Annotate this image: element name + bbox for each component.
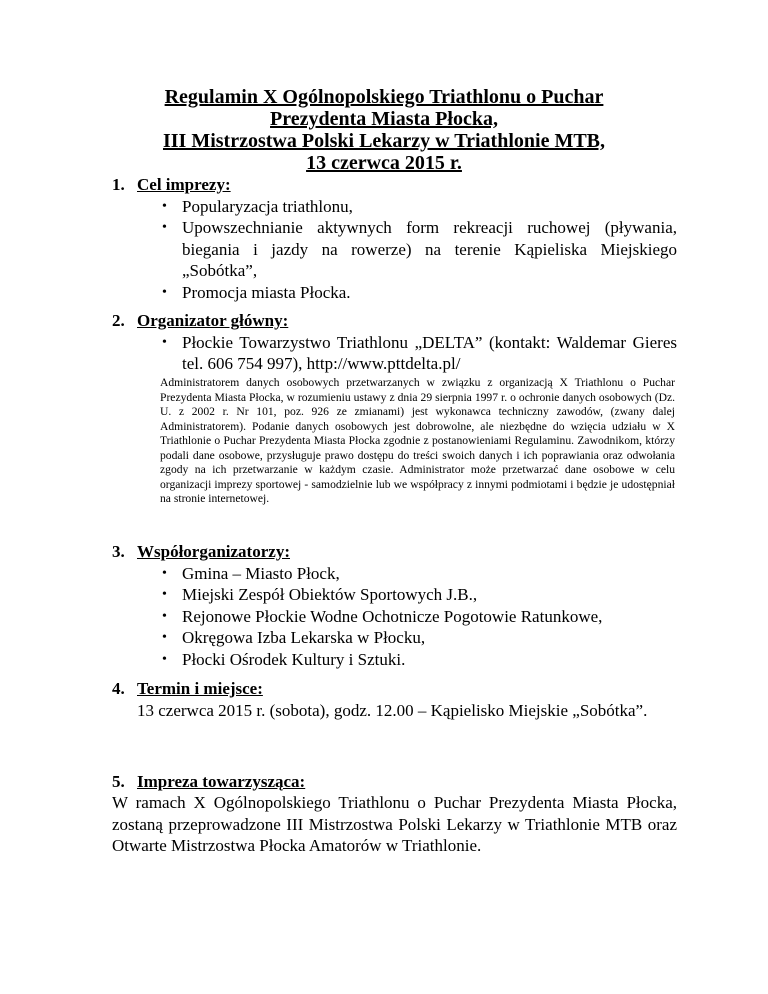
title-line-3: III Mistrzostwa Polski Lekarzy w Triathlonie MTB, (162, 130, 606, 152)
section-number: 4. (112, 679, 125, 698)
list-item: • Płockie Towarzystwo Triathlonu „DELTA” (kontakt: Waldemar Gieres tel. 606 754 997), http://www.pttdelta.pl/ (162, 332, 677, 373)
section-title: Współorganizatorzy: (137, 542, 290, 561)
section-title: Impreza towarzysząca: (137, 772, 306, 791)
section-number: 1. (112, 175, 125, 194)
document-title (100, 86, 668, 174)
section-goal (112, 174, 677, 303)
section-heading (112, 310, 677, 332)
section-title: Organizator główny: (137, 311, 289, 330)
section-number: 2. (112, 311, 125, 330)
section-heading (112, 174, 677, 196)
organizer-website-link[interactable]: http://www.pttdelta.pl/ (306, 354, 461, 373)
organizer-list (157, 332, 677, 375)
list-item: • Gmina – Miasto Płock, (162, 563, 340, 583)
bullet-icon: • (162, 587, 167, 602)
section-title: Termin i miejsce: (137, 679, 263, 698)
list-item: • Upowszechnianie aktywnych form rekreacji ruchowej (pływania, biegania i jazdy na rowerze) na terenie Kąpieliska Miejskiego „Sobótka”, (162, 218, 677, 280)
section-number: 3. (112, 542, 125, 561)
bullet-icon: • (162, 651, 167, 667)
title-line-4: 13 czerwca 2015 r. (306, 152, 462, 174)
coorganizers-list (157, 563, 677, 671)
bullet-icon: • (162, 608, 167, 624)
bullet-icon: • (162, 334, 167, 350)
section-date-place (112, 678, 677, 721)
section-organizer (112, 310, 677, 375)
section-coorganizers (112, 541, 677, 670)
date-place-text: 13 czerwca 2015 r. (sobota), godz. 12.00 – Kąpielisko Miejskie „Sobótka”. (137, 700, 648, 720)
section-heading (112, 771, 677, 793)
list-item: • Promocja miasta Płocka. (162, 282, 351, 302)
title-line-2: Prezydenta Miasta Płocka, (270, 108, 498, 130)
bullet-icon: • (162, 565, 167, 581)
privacy-note: Administratorem danych osobowych przetwarzanych w związku z organizacją X Triathlonu o Puchar Prezydenta Miasta Płocka, w rozumieniu ustawy z dnia 29 sierpnia 1997 r. o ochronie danych osobowych (Dz. U. z 2002 r. Nr 101, poz. 926 ze zmianami) jest wykonawca techniczny zawodów, (zwany dalej Administratorem). Podanie danych osobowych jest dobrowolne, ale niezbędne do wzięcia udziału w X Triathlonie o Puchar Prezydenta Miasta Płocka zgodnie z postanowieniami Regulaminu. Zawodnikom, którzy podali dane osobowe, przysługuje prawo dostępu do treści swoich danych i ich poprawiania oraz odwołania zgody na ich przetwarzanie w każdym czasie. Administrator może przetwarzać dane osobowe w celu organizacji imprezy sportowej - samodzielnie lub we współpracy z innymi podmiotami i będzie je udostępniał na stronie internetowej. (160, 376, 675, 505)
list-item: • Płocki Ośrodek Kultury i Sztuki. (162, 649, 406, 669)
bullet-icon: • (162, 220, 167, 235)
list-item: • Rejonowe Płockie Wodne Ochotnicze Pogotowie Ratunkowe, (162, 606, 603, 626)
bullet-icon: • (162, 630, 167, 645)
section-heading (112, 678, 677, 700)
title-line-1: Regulamin X Ogólnopolskiego Triathlonu o Puchar (164, 86, 604, 108)
section-heading (112, 541, 677, 563)
bullet-icon: • (162, 198, 167, 214)
list-item: • Okręgowa Izba Lekarska w Płocku, (162, 628, 426, 647)
section-title: Cel imprezy: (137, 175, 231, 194)
section-side-event (112, 771, 677, 793)
side-event-text: W ramach X Ogólnopolskiego Triathlonu o Puchar Prezydenta Miasta Płocka, zostaną przeprowadzone III Mistrzostwa Polski Lekarzy w Triathlonie MTB oraz Otwarte Mistrzostwa Płocka Amatorów w Triathlonie. (112, 793, 677, 855)
list-item: • Miejski Zespół Obiektów Sportowych J.B., (162, 585, 478, 604)
goal-list (157, 196, 677, 304)
list-item: • Popularyzacja triathlonu, (162, 196, 353, 216)
bullet-icon: • (162, 284, 167, 300)
section-number: 5. (112, 772, 125, 791)
